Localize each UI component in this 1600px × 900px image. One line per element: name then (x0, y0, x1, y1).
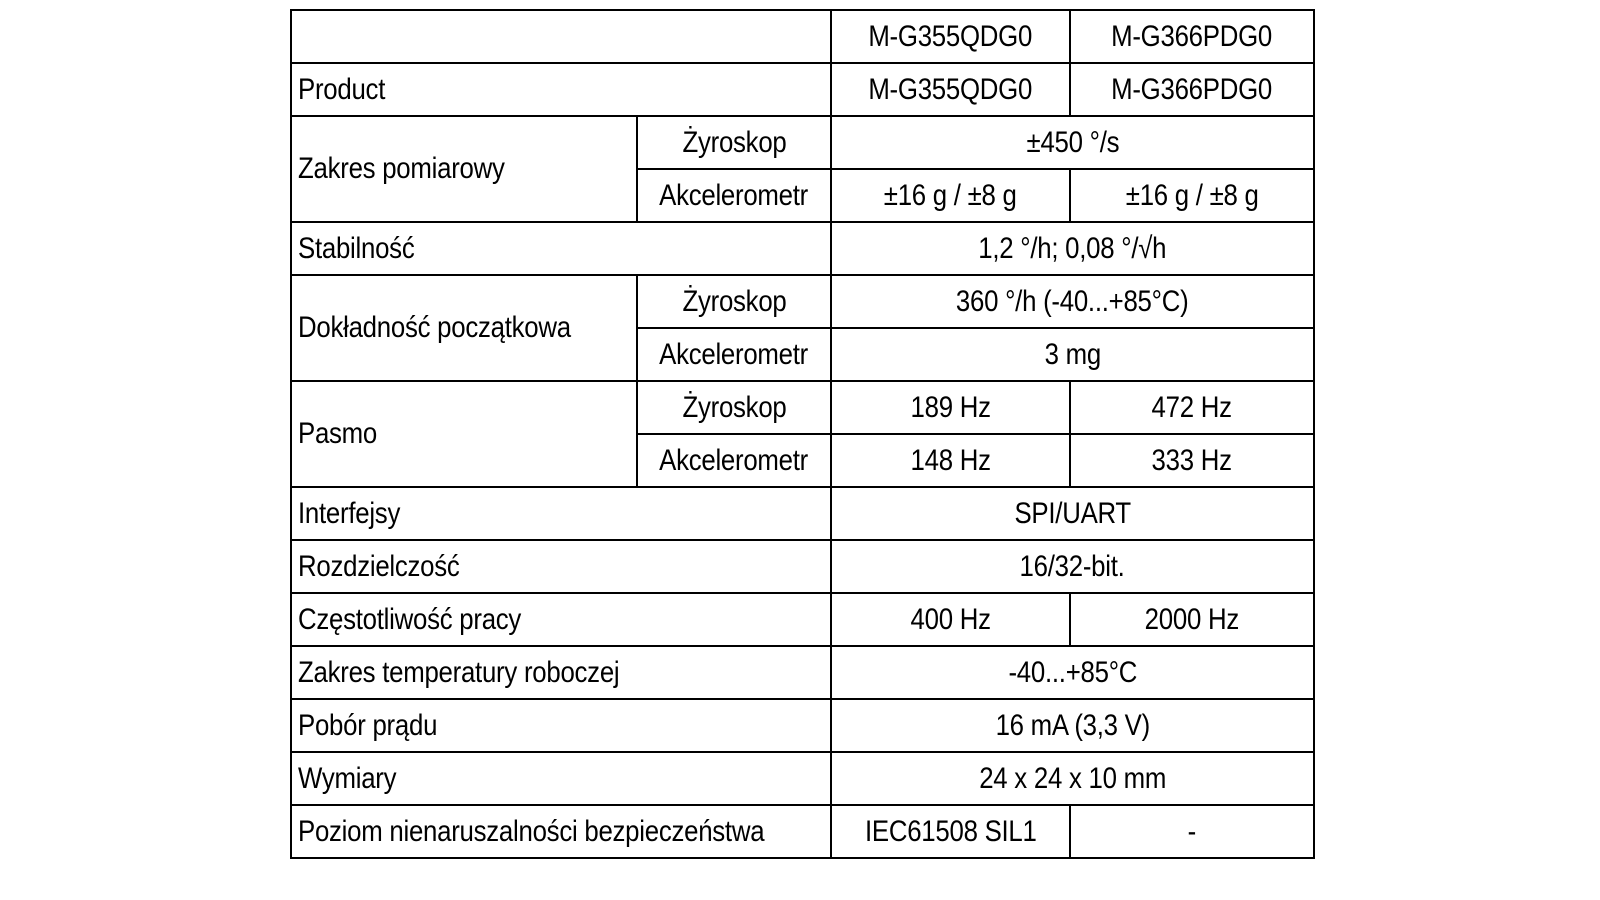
row-label-product-text: Product (298, 72, 386, 106)
range-acc-value-1-text: ±16 g / ±8 g (884, 178, 1017, 212)
table-row-dimensions (291, 752, 1314, 805)
accuracy-acc-value (831, 328, 1314, 381)
safety-value-1 (831, 805, 1070, 858)
resolution-value (831, 540, 1314, 593)
accuracy-gyro-label-text: Żyroskop (681, 284, 787, 318)
accuracy-gyro-label (637, 275, 831, 328)
bandwidth-gyro-value-2 (1070, 381, 1314, 434)
row-label-stability (291, 222, 831, 275)
table-row-product (291, 63, 1314, 116)
range-gyro-label (637, 116, 831, 169)
spec-table (290, 9, 1315, 859)
range-acc-value-2 (1070, 169, 1314, 222)
row-label-stability-text: Stabilność (298, 231, 415, 265)
safety-value-1-text: IEC61508 SIL1 (864, 814, 1037, 848)
row-label-temperature (291, 646, 831, 699)
row-label-interfaces (291, 487, 831, 540)
accuracy-acc-label-text: Akcelerometr (659, 337, 809, 371)
range-acc-value-2-text: ±16 g / ±8 g (1125, 178, 1259, 212)
current-value (831, 699, 1314, 752)
row-label-product (291, 63, 831, 116)
header-model-2 (1070, 10, 1314, 63)
bandwidth-acc-label (637, 434, 831, 487)
bandwidth-gyro-label-text: Żyroskop (681, 390, 787, 424)
interfaces-value-text: SPI/UART (1014, 496, 1131, 530)
row-label-interfaces-text: Interfejsy (298, 496, 401, 530)
table-row-accuracy-gyro (291, 275, 1314, 328)
table-row-frequency (291, 593, 1314, 646)
table-row-current (291, 699, 1314, 752)
range-gyro-value (831, 116, 1314, 169)
product-value-1-text: M-G355QDG0 (868, 72, 1033, 106)
header-model-1-text: M-G355QDG0 (868, 19, 1033, 53)
row-label-range (291, 116, 637, 222)
row-label-safety-text: Poziom nienaruszalności bezpieczeństwa (298, 814, 765, 848)
table-row-safety (291, 805, 1314, 858)
frequency-value-2 (1070, 593, 1314, 646)
row-label-safety (291, 805, 831, 858)
bandwidth-acc-value-1-text: 148 Hz (910, 443, 991, 477)
row-label-accuracy-text: Dokładność początkowa (298, 311, 571, 344)
table-row-temperature (291, 646, 1314, 699)
row-label-accuracy (291, 275, 637, 381)
bandwidth-gyro-value-1-text: 189 Hz (910, 390, 991, 424)
bandwidth-acc-value-1 (831, 434, 1070, 487)
row-label-range-text: Zakres pomiarowy (298, 152, 505, 185)
accuracy-acc-value-text: 3 mg (1044, 337, 1101, 371)
bandwidth-gyro-value-2-text: 472 Hz (1151, 390, 1233, 424)
row-label-dimensions-text: Wymiary (298, 761, 397, 795)
safety-value-2-text: - (1187, 814, 1197, 848)
range-acc-label (637, 169, 831, 222)
bandwidth-gyro-label (637, 381, 831, 434)
product-value-2 (1070, 63, 1314, 116)
table-row-interfaces (291, 487, 1314, 540)
row-label-current-text: Pobór prądu (298, 708, 438, 742)
stability-value (831, 222, 1314, 275)
range-acc-label-text: Akcelerometr (659, 178, 809, 212)
bandwidth-acc-value-2-text: 333 Hz (1151, 443, 1233, 477)
row-label-current (291, 699, 831, 752)
accuracy-gyro-value (831, 275, 1314, 328)
row-label-dimensions (291, 752, 831, 805)
table-header-row (291, 10, 1314, 63)
safety-value-2 (1070, 805, 1314, 858)
stability-value-text: 1,2 °/h; 0,08 °/√h (978, 231, 1167, 265)
row-label-frequency-text: Częstotliwość pracy (298, 602, 522, 636)
row-label-resolution (291, 540, 831, 593)
dimensions-value (831, 752, 1314, 805)
range-gyro-label-text: Żyroskop (681, 125, 787, 159)
header-model-2-text: M-G366PDG0 (1111, 19, 1273, 53)
row-label-temperature-text: Zakres temperatury roboczej (298, 655, 620, 689)
row-label-bandwidth-text: Pasmo (298, 417, 378, 450)
bandwidth-acc-label-text: Akcelerometr (659, 443, 809, 477)
product-value-1 (831, 63, 1070, 116)
product-value-2-text: M-G366PDG0 (1111, 72, 1273, 106)
bandwidth-acc-value-2 (1070, 434, 1314, 487)
interfaces-value (831, 487, 1314, 540)
table-row-bandwidth-gyro (291, 381, 1314, 434)
frequency-value-2-text: 2000 Hz (1144, 602, 1240, 636)
dimensions-value-text: 24 x 24 x 10 mm (979, 761, 1166, 795)
accuracy-gyro-value-text: 360 °/h (-40...+85°C) (956, 284, 1189, 318)
header-model-1 (831, 10, 1070, 63)
temperature-value-text: -40...+85°C (1008, 655, 1137, 689)
resolution-value-text: 16/32-bit. (1019, 549, 1126, 583)
table-row-range-gyro (291, 116, 1314, 169)
temperature-value (831, 646, 1314, 699)
table-row-resolution (291, 540, 1314, 593)
row-label-frequency (291, 593, 831, 646)
header-corner-cell (291, 10, 831, 63)
bandwidth-gyro-value-1 (831, 381, 1070, 434)
current-value-text: 16 mA (3,3 V) (995, 708, 1150, 742)
row-label-resolution-text: Rozdzielczość (298, 549, 460, 583)
frequency-value-1-text: 400 Hz (910, 602, 991, 636)
range-acc-value-1 (831, 169, 1070, 222)
frequency-value-1 (831, 593, 1070, 646)
range-gyro-value-text: ±450 °/s (1026, 125, 1119, 159)
accuracy-acc-label (637, 328, 831, 381)
table-row-stability (291, 222, 1314, 275)
row-label-bandwidth (291, 381, 637, 487)
